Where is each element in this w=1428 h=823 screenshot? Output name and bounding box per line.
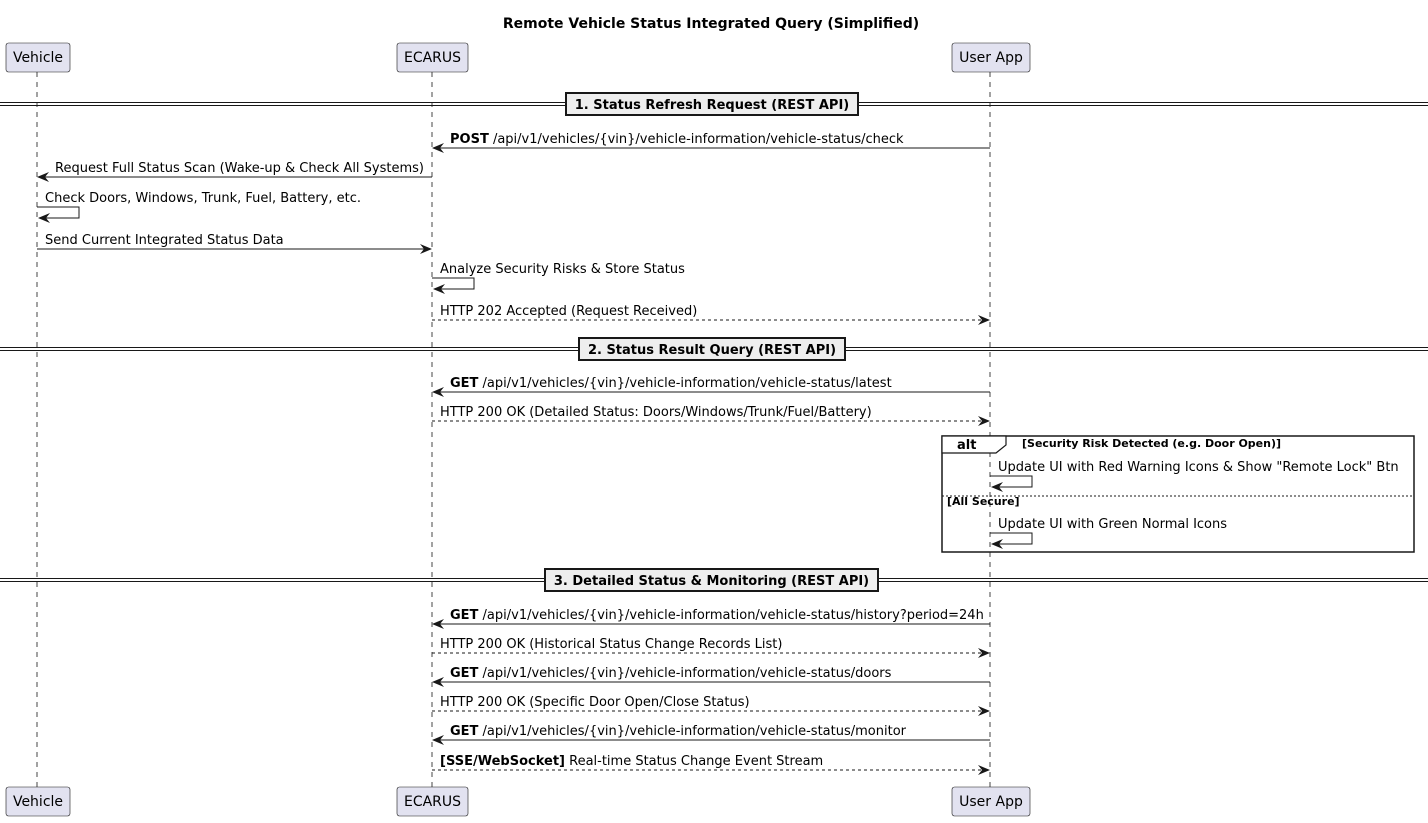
message-label-text: HTTP 200 OK (Specific Door Open/Close Status) [440,695,750,710]
participant-ecarus-bottom [397,787,468,816]
participant-label: Vehicle [12,50,64,66]
message-6 [432,304,989,320]
divider-label: 1. Status Refresh Request (REST API) [574,98,850,113]
message-label-bold: POST [450,132,489,147]
alt-keyword: alt [957,438,977,453]
message-label-bold: GET [450,376,479,391]
participant-label: ECARUS [403,50,462,66]
message-label-text: Real-time Status Change Event Stream [564,754,824,769]
message-label-text: /api/v1/vehicles/{vin}/vehicle-information/vehicle-status/latest [478,376,892,391]
message-16 [432,754,989,770]
message-label [55,161,424,176]
message-label-bold: [SSE/WebSocket] [440,754,565,769]
message-label-bold: GET [450,608,479,623]
message-label-text: Analyze Security Risks & Store Status [440,262,685,277]
message-5 [432,262,685,289]
message-label-text: Update UI with Red Warning Icons & Show "Remote Lock" Btn [998,460,1399,475]
message-label-text: /api/v1/vehicles/{vin}/vehicle-information/vehicle-status/check [488,132,904,147]
message-label-text: HTTP 202 Accepted (Request Received) [440,304,698,319]
participant-label: ECARUS [403,794,462,810]
message-label [440,637,782,652]
message-label [450,376,892,391]
divider-1 [0,93,1428,115]
message-label [450,608,984,623]
participant-label: User App [959,50,1023,66]
self-message-arrow [990,476,1032,487]
message-4 [37,233,431,249]
message-label [998,460,1399,475]
message-label [440,754,823,769]
message-label [440,304,697,319]
divider-3 [0,569,1428,591]
message-label [440,695,750,710]
message-label-bold: GET [450,724,479,739]
message-label-text: /api/v1/vehicles/{vin}/vehicle-information/vehicle-status/history?period=24h [478,608,984,623]
message-12 [432,637,989,653]
message-label [440,405,872,420]
message-2 [38,161,432,177]
participant-vehicle-bottom [6,787,70,816]
divider-label: 2. Status Result Query (REST API) [587,343,837,358]
diagram-title: Remote Vehicle Status Integrated Query (Simplified) [502,16,920,32]
message-9 [990,460,1399,487]
participant-userapp-bottom [952,787,1030,816]
message-15 [433,724,990,740]
message-label [450,666,892,681]
message-3 [37,191,361,218]
alt-condition-2: [All Secure] [947,495,1020,508]
participant-userapp-top [952,43,1030,72]
participant-label: Vehicle [12,794,64,810]
divider-2 [0,338,1428,360]
message-label-text: /api/v1/vehicles/{vin}/vehicle-information/vehicle-status/monitor [478,724,906,739]
message-label-bold: GET [450,666,479,681]
message-label-text: Update UI with Green Normal Icons [998,517,1228,532]
message-label-text: HTTP 200 OK (Historical Status Change Records List) [440,637,783,652]
message-label [450,132,904,147]
self-message-arrow [432,278,474,289]
message-label [440,262,685,277]
alt-fragment [942,436,1414,552]
alt-fragment-frame [942,436,1414,552]
message-13 [433,666,990,682]
message-8 [432,405,989,421]
participant-vehicle-top [6,43,70,72]
message-label [45,233,284,248]
message-14 [432,695,989,711]
message-1 [433,132,990,148]
message-10 [990,517,1227,544]
message-label-text: /api/v1/vehicles/{vin}/vehicle-information/vehicle-status/doors [478,666,892,681]
message-label [998,517,1227,532]
message-label-text: Request Full Status Scan (Wake-up & Check All Systems) [55,161,424,176]
message-label [45,191,361,206]
self-message-arrow [990,533,1032,544]
message-label [450,724,907,739]
divider-label: 3. Detailed Status & Monitoring (REST API) [553,574,870,589]
messages [37,132,1399,770]
participant-ecarus-top [397,43,468,72]
self-message-arrow [37,207,79,218]
message-label-text: Check Doors, Windows, Trunk, Fuel, Battery, etc. [45,191,361,206]
message-7 [433,376,990,392]
message-label-text: Send Current Integrated Status Data [45,233,284,248]
message-11 [433,608,990,624]
message-label-text: HTTP 200 OK (Detailed Status: Doors/Windows/Trunk/Fuel/Battery) [440,405,872,420]
participant-label: User App [959,794,1023,810]
alt-condition-1: [Security Risk Detected (e.g. Door Open)] [1022,437,1282,450]
